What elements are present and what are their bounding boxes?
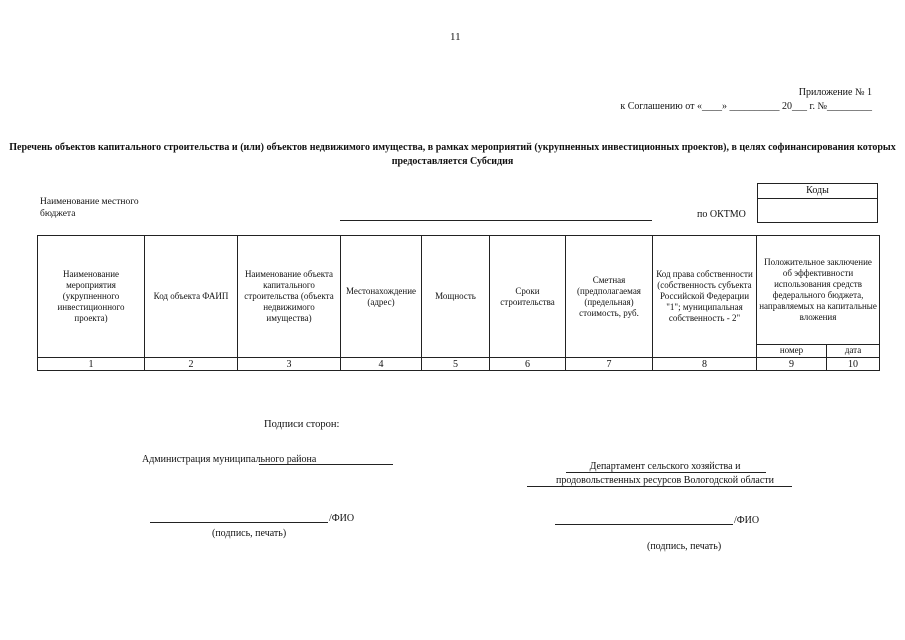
header-cell: Положительное заключение об эффективности использования средств федерального бюджета, направляемых на капитальные вложения [757, 236, 880, 345]
left-signature-line[interactable] [150, 522, 328, 523]
left-fio-label: /ФИО [329, 513, 355, 524]
page-number: 11 [450, 31, 461, 43]
column-number: 1 [38, 358, 145, 371]
codes-header: Коды [758, 184, 877, 199]
table-header-row [38, 236, 880, 345]
department-line1: Департамент сельского хозяйства и [589, 461, 741, 472]
column-number: 4 [341, 358, 422, 371]
column-number: 7 [566, 358, 653, 371]
department-label [520, 460, 810, 488]
column-number: 3 [238, 358, 341, 371]
column-number: 5 [422, 358, 490, 371]
column-number: 8 [653, 358, 757, 371]
codes-box [757, 183, 878, 223]
department-line2: продовольственных ресурсов Вологодской области [556, 475, 774, 486]
header-cell: Наименование мероприятия (укрупненного инвестиционного проекта) [38, 236, 145, 358]
subheader-cell: дата [827, 344, 880, 357]
objects-table [37, 235, 880, 371]
header-cell: Местонахождение (адрес) [341, 236, 422, 358]
department-underline [566, 472, 766, 473]
right-signature-caption: (подпись, печать) [647, 541, 722, 552]
column-number: 6 [490, 358, 566, 371]
column-number: 9 [757, 358, 827, 371]
admin-label: Администрация муниципального района [142, 454, 317, 465]
column-number: 2 [145, 358, 238, 371]
subheader-cell: номер [757, 344, 827, 357]
header-cell: Наименование объекта капитального строительства (объекта недвижимого имущества) [238, 236, 341, 358]
column-number: 10 [827, 358, 880, 371]
document-title: Перечень объектов капитального строительства и (или) объектов недвижимого имущества, в рамках мероприятий (укрупненных инвестиционных проектов), в целях софинансирования которых предоставляется Субсидия [9, 142, 896, 167]
left-signature-caption: (подпись, печать) [212, 528, 287, 539]
right-signature-line[interactable] [555, 524, 733, 525]
admin-fill-line[interactable] [259, 464, 393, 465]
header-cell: Код объекта ФАИП [145, 236, 238, 358]
header-cell: Сметная (предполагаемая (предельная) стоимость, руб. [566, 236, 653, 358]
appendix-agreement-ref: к Соглашению от «____» __________ 20___ г. №_________ [620, 101, 872, 112]
appendix-title: Приложение № 1 [798, 87, 872, 98]
oktmo-label: по ОКТМО [697, 209, 746, 220]
budget-label: Наименование местного бюджета [40, 197, 139, 219]
department-underline [527, 486, 792, 487]
right-fio-label: /ФИО [734, 515, 760, 526]
header-cell: Мощность [422, 236, 490, 358]
signatures-title: Подписи сторон: [264, 419, 340, 430]
table-number-row [38, 358, 880, 371]
header-cell: Сроки строительства [490, 236, 566, 358]
budget-fill-line[interactable] [340, 220, 652, 221]
header-cell: Код права собственности (собственность субъекта Российской Федерации "1"; муниципальная собственность - 2" [653, 236, 757, 358]
